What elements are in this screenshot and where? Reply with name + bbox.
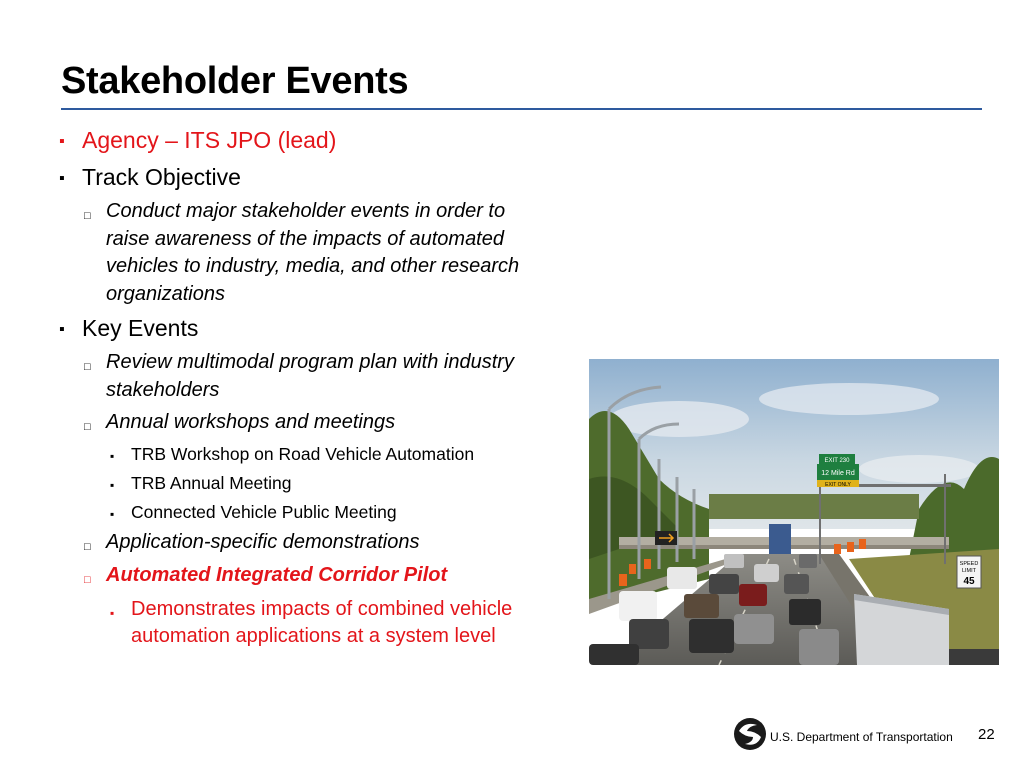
truck	[769, 524, 791, 554]
bullet-text: Annual workshops and meetings	[106, 411, 396, 433]
exit-only-sign-text: EXIT ONLY	[825, 482, 851, 488]
objective-line-2: raise awareness of the impacts of automated	[106, 227, 504, 250]
objective-line-4: organizations	[106, 282, 225, 305]
bullet-square-icon: ▪	[59, 170, 65, 187]
small-square-icon: ▪	[110, 606, 115, 620]
hollow-square-icon: □	[84, 574, 91, 586]
hollow-square-icon: □	[84, 421, 91, 433]
bullet-text: Track Objective	[82, 164, 241, 190]
hollow-square-icon: □	[84, 210, 91, 222]
bullet-square-icon: ▪	[59, 133, 65, 150]
slide-title: Stakeholder Events	[61, 60, 409, 102]
bullet-text: Key Events	[82, 315, 199, 341]
speed-sign-line-2: LIMIT	[961, 568, 977, 574]
demonstrates-line-2: automation applications at a system level	[131, 625, 496, 647]
title-divider	[61, 108, 982, 110]
review-line-1: Review multimodal program plan with industry	[106, 351, 514, 373]
bullet-text: Application-specific demonstrations	[106, 531, 420, 553]
bullet-text: TRB Workshop on Road Vehicle Automation	[131, 444, 475, 464]
bullet-text: Agency – ITS JPO (lead)	[82, 127, 337, 153]
bullet-square-icon: ▪	[59, 321, 65, 338]
objective-line-1: Conduct major stakeholder events in order to	[106, 200, 506, 222]
bullet-text: TRB Annual Meeting	[131, 473, 292, 493]
exit-sign-text: EXIT 230	[824, 458, 850, 464]
review-line-2: stakeholders	[106, 378, 220, 401]
demonstrates-line-1: Demonstrates impacts of combined vehicle	[131, 598, 513, 620]
highway-sign-text: 12 Mile Rd	[821, 470, 855, 477]
highway-traffic-photo	[589, 359, 999, 665]
objective-line-3: vehicles to industry, media, and other research	[106, 255, 520, 277]
hollow-square-icon: □	[84, 541, 91, 553]
hollow-square-icon: □	[84, 361, 91, 373]
small-square-icon: ▪	[110, 478, 115, 492]
small-square-icon: ▪	[110, 449, 115, 463]
speed-sign-line-3: 45	[963, 576, 975, 587]
bullet-text: Connected Vehicle Public Meeting	[131, 502, 397, 522]
bullet-text: Automated Integrated Corridor Pilot	[106, 564, 448, 586]
footer-department: U.S. Department of Transportation	[770, 730, 953, 744]
page-number: 22	[978, 726, 995, 743]
speed-sign-line-1: SPEED	[959, 561, 979, 567]
dot-logo-icon	[733, 717, 767, 751]
small-square-icon: ▪	[110, 507, 115, 521]
